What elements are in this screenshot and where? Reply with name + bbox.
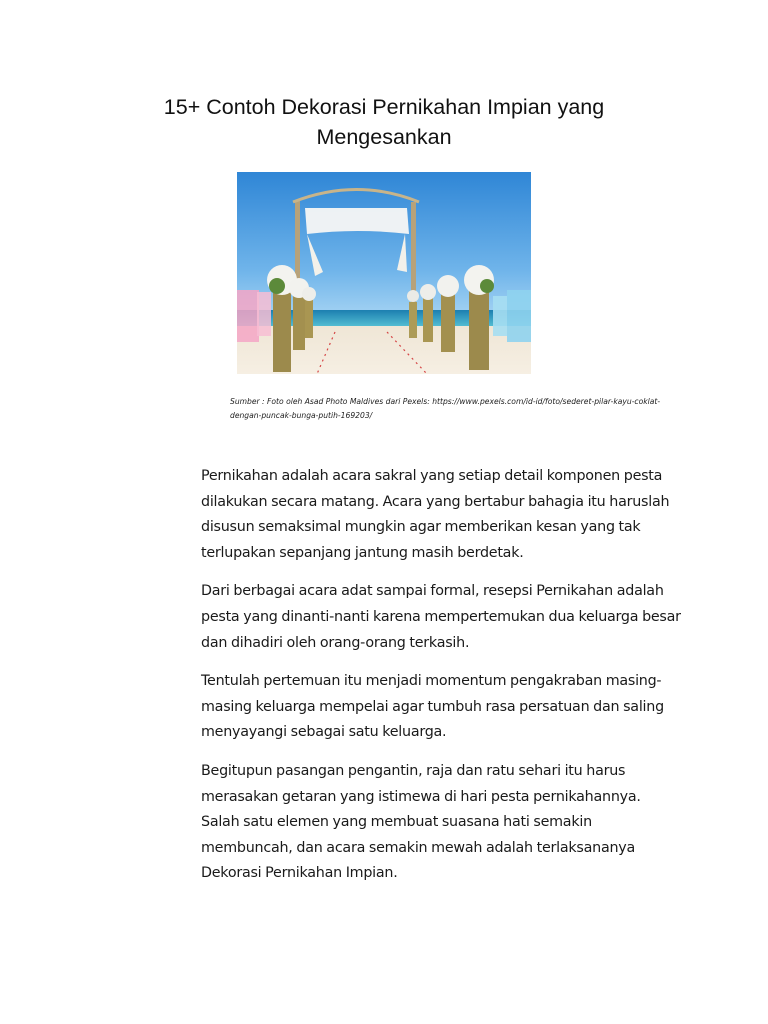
article-body (201, 464, 681, 900)
paragraph: Dari berbagai acara adat sampai formal, resepsi Pernikahan adalah pesta yang dinanti-nanti karena mempertemukan dua keluarga besar dan dihadiri oleh orang-orang terkasih. (201, 583, 681, 651)
paragraph: Tentulah pertemuan itu menjadi momentum pengakraban masing-masing keluarga mempelai agar tumbuh rasa persatuan dan saling menyayangi sebagai satu keluarga. (201, 673, 664, 741)
paragraph: Pernikahan adalah acara sakral yang setiap detail komponen pesta dilakukan secara matang. Acara yang bertabur bahagia itu haruslah disusun semaksimal mungkin agar memberikan kesan yang tak terlupakan sepanjang jantung masih berdetak. (201, 468, 670, 561)
wedding-photo (237, 172, 531, 374)
beach-wedding-photo-icon (237, 172, 531, 374)
page-title: 15+ Contoh Dekorasi Pernikahan Impian yang Mengesankan (163, 95, 605, 149)
image-caption: Sumber : Foto oleh Asad Photo Maldives dari Pexels: https://www.pexels.com/id-id/foto/sederet-pilar-kayu-coklat-dengan-puncak-bunga-putih-169203/ (230, 397, 661, 420)
paragraph: Begitupun pasangan pengantin, raja dan ratu sehari itu harus merasakan getaran yang istimewa di hari pesta pernikahannya. Salah satu elemen yang membuat suasana hati semakin membuncah, dan acara semakin mewah adalah terlaksananya Dekorasi Pernikahan Impian. (201, 762, 641, 882)
